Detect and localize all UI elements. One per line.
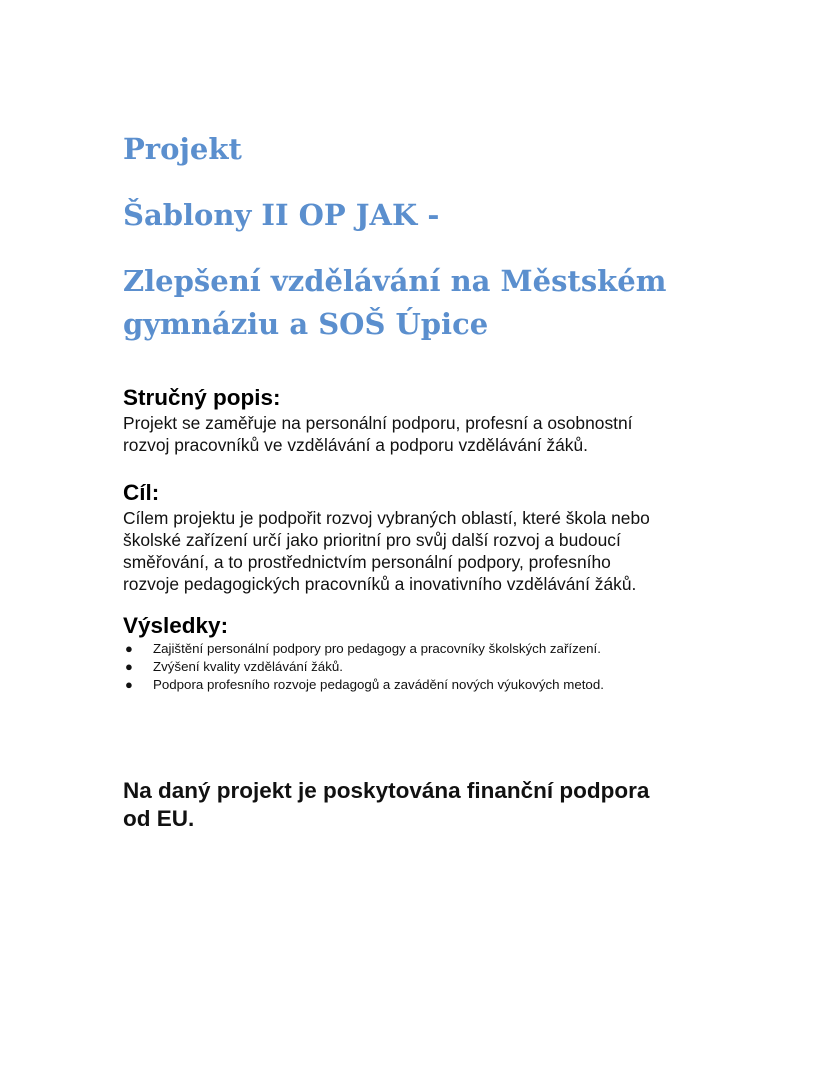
funding-note bbox=[123, 777, 743, 833]
goal-line: školské zařízení určí jako prioritní pro svůj další rozvoj a budoucí bbox=[123, 530, 621, 550]
list-item bbox=[123, 640, 743, 658]
funding-line: Na daný projekt je poskytována finanční podpora bbox=[123, 778, 650, 803]
title-line-project: Projekt bbox=[123, 132, 242, 166]
title-line-name-1: Zlepšení vzdělávání na Městském bbox=[123, 264, 667, 298]
bullet-icon: ● bbox=[125, 677, 133, 692]
list-item-text: Zajištění personální podpory pro pedagogy a pracovníky školských zařízení. bbox=[153, 641, 601, 656]
title-line-program: Šablony II OP JAK - bbox=[123, 198, 440, 232]
summary-text bbox=[123, 412, 723, 456]
project-title bbox=[123, 128, 763, 346]
list-item bbox=[123, 676, 743, 694]
list-item-text: Podpora profesního rozvoje pedagogů a zavádění nových výukových metod. bbox=[153, 677, 604, 692]
summary-line: rozvoj pracovníků ve vzdělávání a podporu vzdělávání žáků. bbox=[123, 435, 588, 455]
title-line-name-2: gymnáziu a SOŠ Úpice bbox=[123, 307, 489, 341]
goal-line: Cílem projektu je podpořit rozvoj vybraných oblastí, které škola nebo bbox=[123, 508, 650, 528]
bullet-icon: ● bbox=[125, 641, 133, 656]
goal-line: směřování, a to prostřednictvím personální podpory, profesního bbox=[123, 552, 611, 572]
summary-line: Projekt se zaměřuje na personální podporu, profesní a osobnostní bbox=[123, 413, 633, 433]
goal-text bbox=[123, 507, 723, 595]
bullet-icon: ● bbox=[125, 659, 133, 674]
list-item bbox=[123, 658, 743, 676]
list-item-text: Zvýšení kvality vzdělávání žáků. bbox=[153, 659, 343, 674]
results-heading: Výsledky: bbox=[123, 613, 229, 638]
summary-heading: Stručný popis: bbox=[123, 385, 281, 410]
results-list bbox=[123, 640, 743, 694]
goal-line: rozvoje pedagogických pracovníků a inovativního vzdělávání žáků. bbox=[123, 574, 637, 594]
goal-heading: Cíl: bbox=[123, 480, 160, 505]
funding-line: od EU. bbox=[123, 806, 195, 831]
